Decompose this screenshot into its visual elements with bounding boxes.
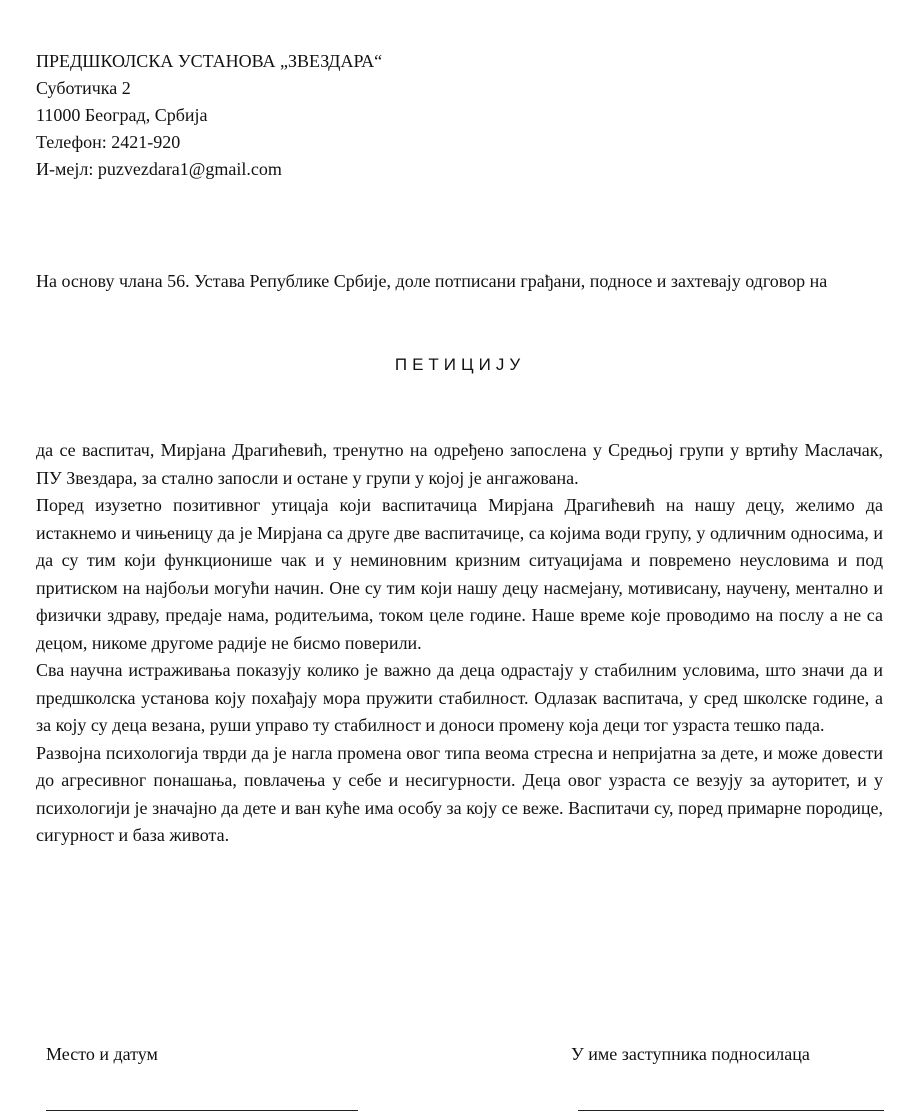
representative-signature-line bbox=[578, 1110, 884, 1111]
body-paragraph-team: Поред изузетно позитивног утицаја који васпитачица Мирјана Драгићевић на нашу децу, желимо да истакнемо и чињеницу да је Мирјана са друге две васпитачице, са којима води групу, у одличним односима, и да су тим који функционише чак и у неминовним кризним ситуацијама и повремено неусловима и под притиском на најбољи могући начин. Оне су тим који нашу децу насмејану, мотивисану, научену, ментално и физички здраву, предаје нама, родитељима, током целе године. Наше време које проводимо на послу а не са децом, никоме другоме радије не бисмо поверили. bbox=[36, 495, 883, 653]
body-paragraph-stability: Сва научна истраживања показују колико је важно да деца одрастају у стабилним условима, што значи да и предшколска установа коју похађају мора пружити стабилност. Одлазак васпитача, у сред школске године, а за коју су деца везана, руши управо ту стабилност и доноси промену која деци тог узраста тешко пада. bbox=[36, 660, 883, 735]
institution-phone: Телефон: 2421-920 bbox=[36, 132, 181, 152]
institution-name: ПРЕДШКОЛСКА УСТАНОВА „ЗВЕЗДАРА“ bbox=[36, 51, 383, 71]
institution-header bbox=[36, 48, 382, 183]
intro-paragraph: На основу члана 56. Устава Републике Србије, доле потписани грађани, подносе и захтевају одговор на bbox=[36, 271, 828, 291]
place-date-label: Место и датум bbox=[46, 1044, 158, 1064]
institution-city: 11000 Београд, Србија bbox=[36, 105, 208, 125]
body-paragraph-psychology: Развојна психологија тврди да је нагла промена овог типа веома стресна и непријатна за дете, и може довести до агресивног понашања, повлачења у себе и несигурности. Деца овог узраста се везују за ауторитет, и у психологији је значајно да дете и ван куће има особу за коју се веже. Васпитачи су, поред примарне породице, сигурност и база живота. bbox=[36, 742, 883, 845]
document-title: ПЕТИЦИЈУ bbox=[394, 355, 526, 374]
institution-email: И-мејл: puzvezdara1@gmail.com bbox=[36, 159, 282, 179]
representative-label: У име заступника подносилаца bbox=[571, 1044, 810, 1064]
institution-street: Суботичка 2 bbox=[36, 78, 131, 98]
body-paragraph-request: да се васпитач, Мирјана Драгићевић, тренутно на одређено запослена у Средњој групи у вртићу Маслачак, ПУ Звездара, за стално запосли и остане у групи у којој је ангажована. bbox=[36, 440, 883, 488]
place-date-signature-line bbox=[46, 1110, 358, 1111]
petition-body bbox=[36, 437, 883, 850]
